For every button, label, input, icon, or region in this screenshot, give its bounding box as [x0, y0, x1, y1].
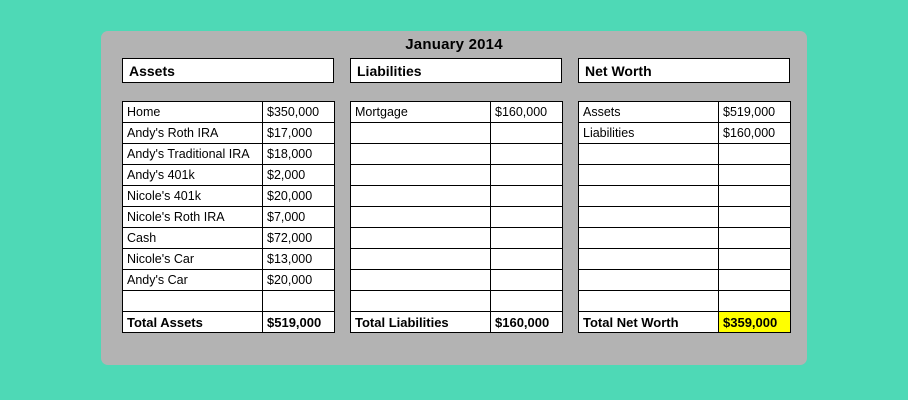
cell-label[interactable] [579, 249, 719, 270]
cell-label[interactable] [351, 270, 491, 291]
table-row [123, 123, 335, 144]
sheet-title-row [101, 31, 807, 58]
table-row [579, 186, 791, 207]
section-header-liabilities: Liabilities [350, 58, 562, 83]
table-row [123, 144, 335, 165]
table-row [579, 291, 791, 312]
cell-total-label[interactable]: Total Assets [123, 312, 263, 333]
cell-label[interactable]: Liabilities [579, 123, 719, 144]
cell-value[interactable] [491, 270, 563, 291]
cell-label[interactable] [351, 228, 491, 249]
cell-value[interactable]: $20,000 [263, 270, 335, 291]
cell-label[interactable] [579, 228, 719, 249]
cell-value[interactable]: $13,000 [263, 249, 335, 270]
cell-label[interactable] [579, 270, 719, 291]
cell-value[interactable] [719, 144, 791, 165]
section-gap-networth [578, 83, 790, 101]
cell-label[interactable]: Andy's Roth IRA [123, 123, 263, 144]
table-row [579, 144, 791, 165]
cell-label[interactable]: Home [123, 102, 263, 123]
cell-label[interactable] [351, 207, 491, 228]
table-row [351, 228, 563, 249]
cell-label[interactable] [579, 207, 719, 228]
section-assets [122, 58, 334, 347]
table-row-total [579, 312, 791, 333]
table-row [123, 186, 335, 207]
cell-value[interactable] [491, 291, 563, 312]
table-row-total [351, 312, 563, 333]
section-foot-liabilities [350, 333, 562, 347]
cell-value[interactable] [719, 228, 791, 249]
cell-value[interactable]: $17,000 [263, 123, 335, 144]
cell-label[interactable]: Nicole's Roth IRA [123, 207, 263, 228]
table-row [351, 291, 563, 312]
table-body-networth [579, 102, 791, 333]
table-row [579, 228, 791, 249]
cell-label[interactable] [351, 249, 491, 270]
cell-label[interactable]: Nicole's Car [123, 249, 263, 270]
cell-value[interactable]: $160,000 [719, 123, 791, 144]
cell-value[interactable] [719, 165, 791, 186]
cell-value[interactable] [491, 228, 563, 249]
table-body-assets [123, 102, 335, 333]
cell-label[interactable] [579, 165, 719, 186]
cell-value[interactable] [491, 249, 563, 270]
table-row [123, 270, 335, 291]
table-row [351, 207, 563, 228]
table-assets [122, 101, 335, 333]
cell-value[interactable] [491, 186, 563, 207]
cell-total-label[interactable]: Total Liabilities [351, 312, 491, 333]
cell-value[interactable] [491, 165, 563, 186]
section-liabilities [350, 58, 562, 347]
table-row [123, 291, 335, 312]
cell-label[interactable] [579, 144, 719, 165]
table-row [351, 249, 563, 270]
section-header-networth: Net Worth [578, 58, 790, 83]
cell-label[interactable]: Assets [579, 102, 719, 123]
cell-value[interactable] [719, 291, 791, 312]
section-foot-assets [122, 333, 334, 347]
table-row [123, 228, 335, 249]
cell-value[interactable]: $2,000 [263, 165, 335, 186]
cell-value[interactable] [263, 291, 335, 312]
table-row [123, 249, 335, 270]
cell-value[interactable] [719, 207, 791, 228]
cell-value[interactable] [491, 144, 563, 165]
cell-total-label[interactable]: Total Net Worth [579, 312, 719, 333]
table-row [123, 102, 335, 123]
cell-label[interactable] [123, 291, 263, 312]
cell-value[interactable] [491, 123, 563, 144]
table-row [351, 102, 563, 123]
section-foot-networth [578, 333, 790, 347]
page-title: January 2014 [405, 36, 503, 53]
table-row [579, 270, 791, 291]
table-row [351, 270, 563, 291]
cell-value[interactable]: $72,000 [263, 228, 335, 249]
spreadsheet-canvas [101, 31, 807, 365]
table-row [579, 102, 791, 123]
cell-value[interactable]: $7,000 [263, 207, 335, 228]
cell-label[interactable]: Andy's 401k [123, 165, 263, 186]
cell-label[interactable] [351, 291, 491, 312]
section-networth [578, 58, 790, 347]
section-gap-assets [122, 83, 334, 101]
table-row [351, 144, 563, 165]
cell-value[interactable] [719, 186, 791, 207]
cell-value[interactable]: $20,000 [263, 186, 335, 207]
cell-label[interactable] [351, 165, 491, 186]
cell-total-value[interactable]: $359,000 [719, 312, 791, 333]
cell-value[interactable] [719, 249, 791, 270]
table-row [351, 165, 563, 186]
cell-label[interactable]: Cash [123, 228, 263, 249]
cell-label[interactable]: Mortgage [351, 102, 491, 123]
cell-label[interactable] [579, 291, 719, 312]
cell-label[interactable] [351, 186, 491, 207]
cell-label[interactable]: Nicole's 401k [123, 186, 263, 207]
cell-value[interactable]: $160,000 [491, 102, 563, 123]
cell-value[interactable]: $519,000 [719, 102, 791, 123]
table-row [123, 207, 335, 228]
table-liabilities [350, 101, 563, 333]
cell-value[interactable] [491, 207, 563, 228]
section-gap-liabilities [350, 83, 562, 101]
cell-total-value[interactable]: $160,000 [491, 312, 563, 333]
table-row [579, 207, 791, 228]
cell-label[interactable]: Andy's Car [123, 270, 263, 291]
table-row [351, 123, 563, 144]
table-row-total [123, 312, 335, 333]
cell-label[interactable] [579, 186, 719, 207]
section-header-assets: Assets [122, 58, 334, 83]
table-row [579, 165, 791, 186]
table-body-liabilities [351, 102, 563, 333]
cell-label[interactable] [351, 144, 491, 165]
table-row [123, 165, 335, 186]
table-row [351, 186, 563, 207]
cell-value[interactable] [719, 270, 791, 291]
cell-label[interactable] [351, 123, 491, 144]
cell-value[interactable]: $350,000 [263, 102, 335, 123]
cell-total-value[interactable]: $519,000 [263, 312, 335, 333]
table-networth [578, 101, 791, 333]
cell-label[interactable]: Andy's Traditional IRA [123, 144, 263, 165]
cell-value[interactable]: $18,000 [263, 144, 335, 165]
table-row [579, 249, 791, 270]
table-row [579, 123, 791, 144]
